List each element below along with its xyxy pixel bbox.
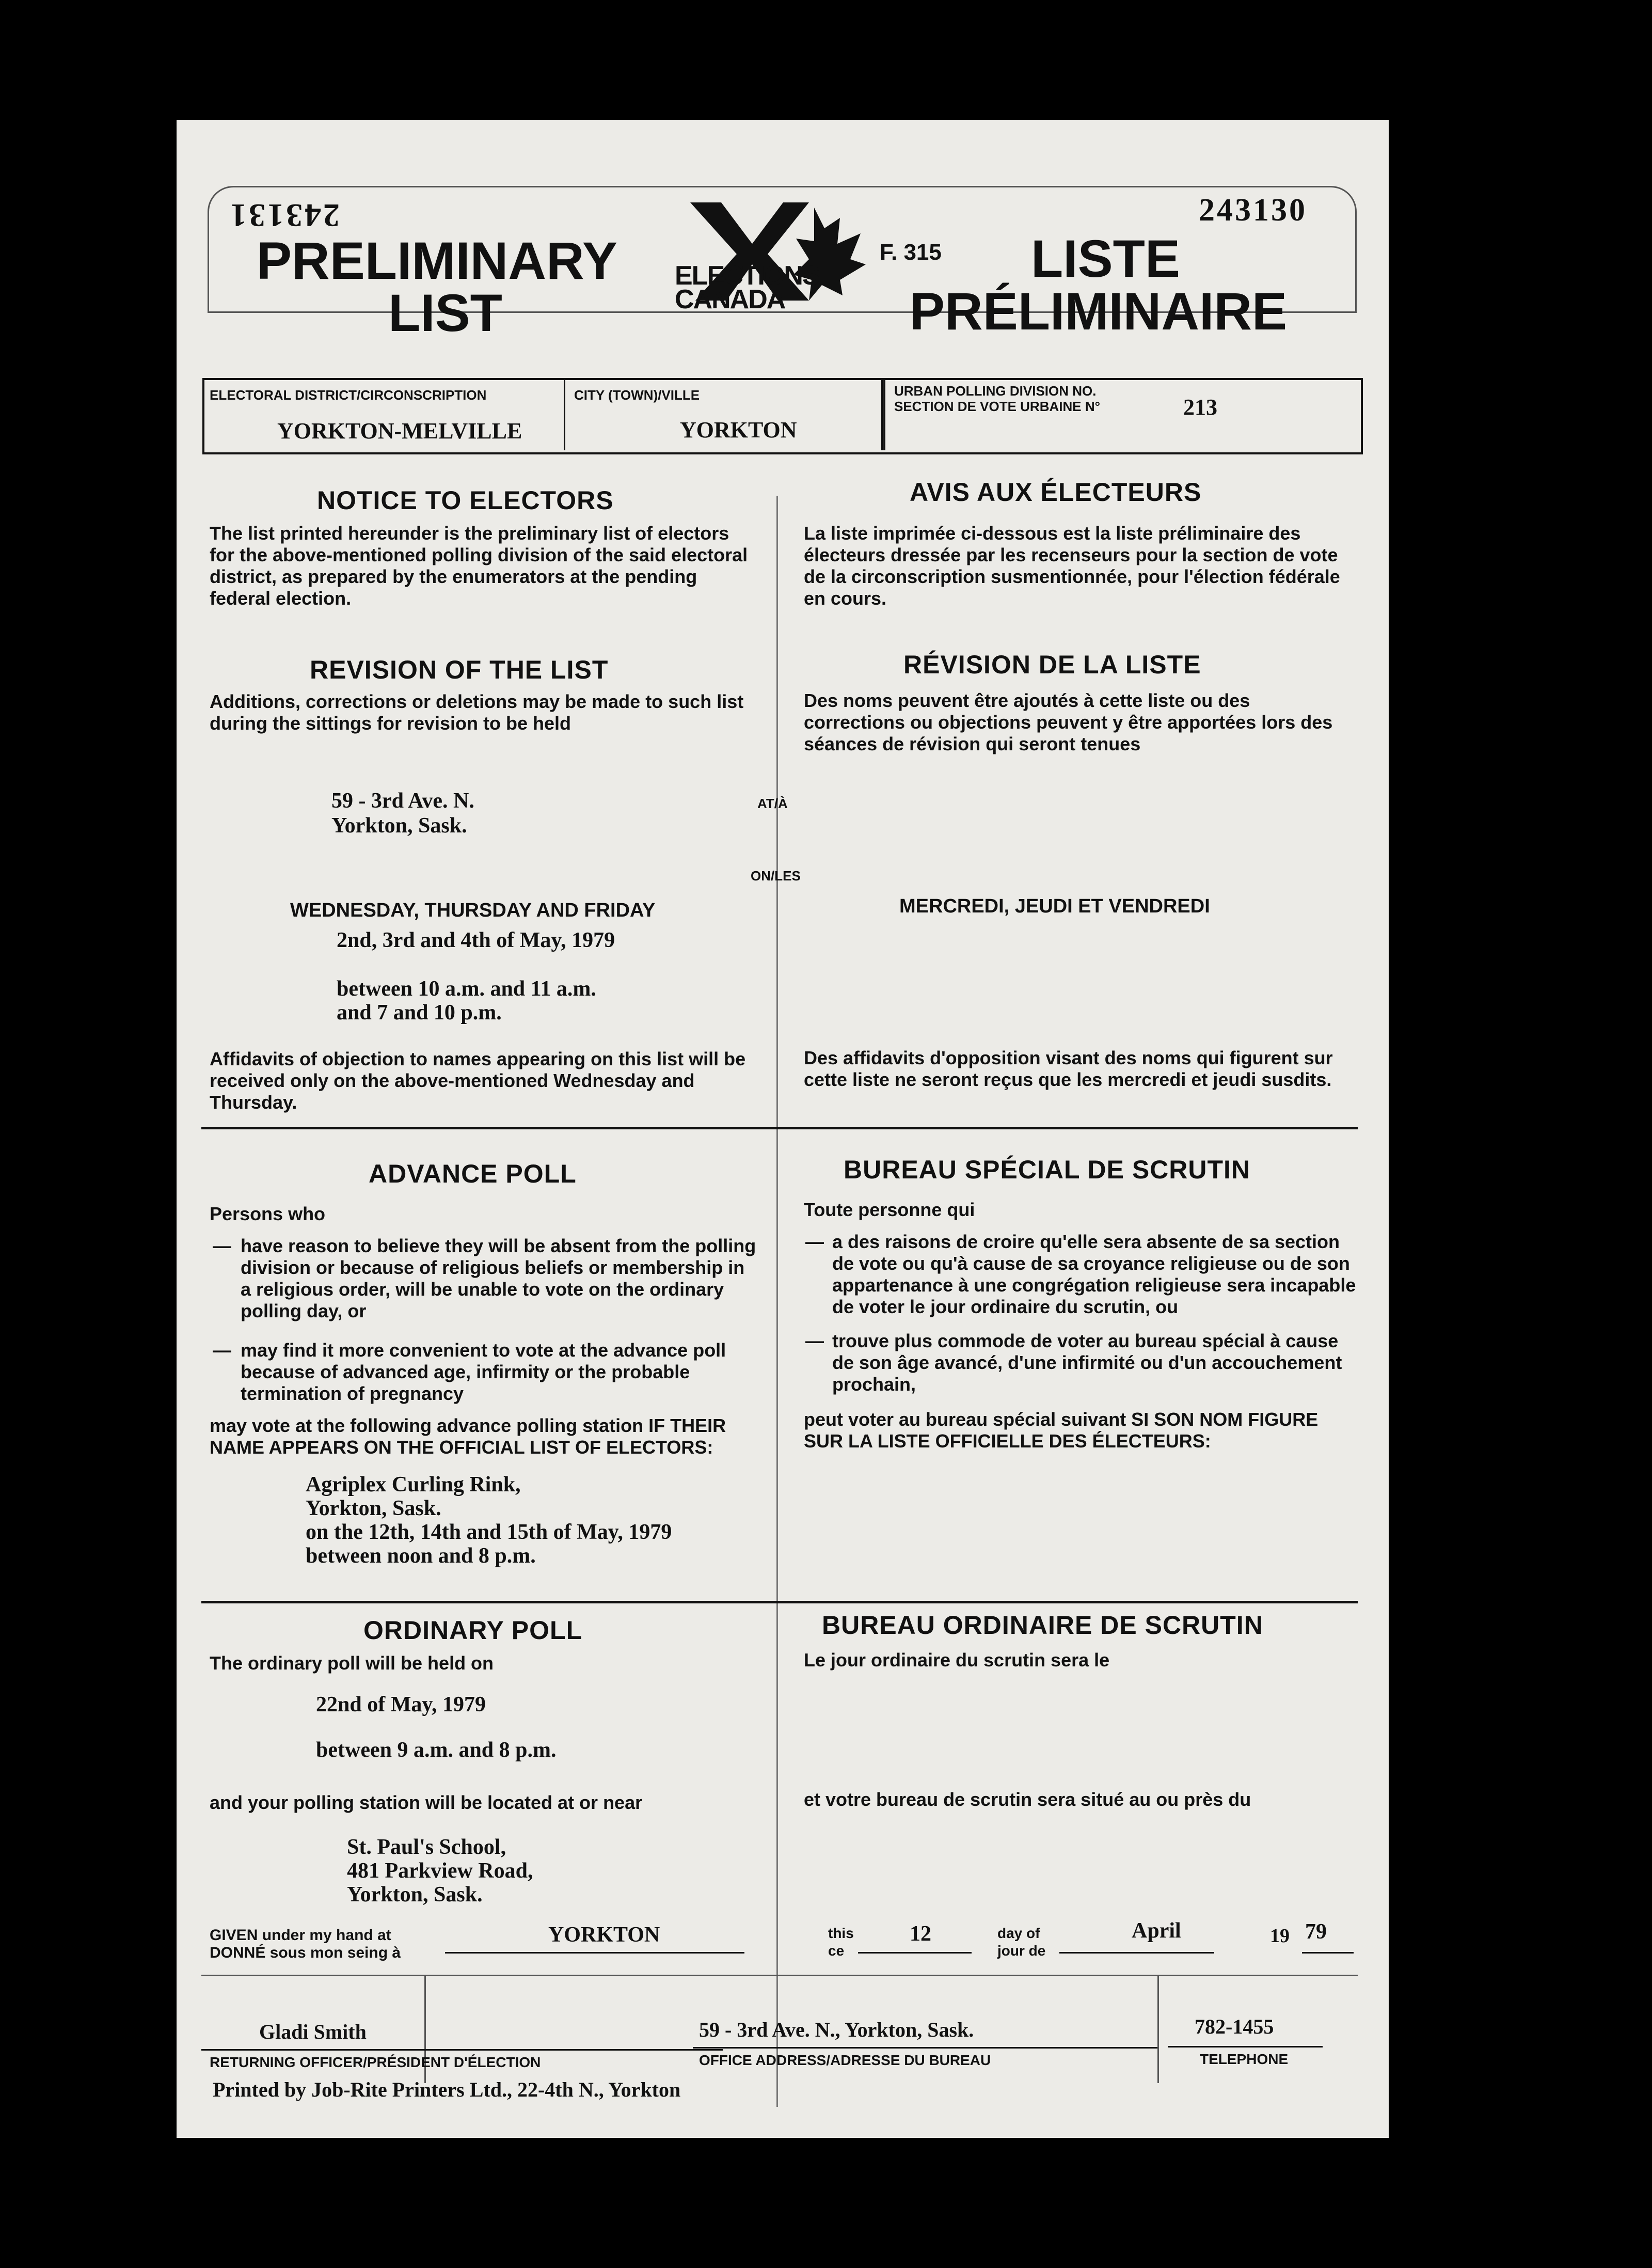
on-label: ON/LES — [751, 868, 801, 884]
ordinary-time: between 9 a.m. and 8 p.m. — [316, 1738, 557, 1762]
division-value: 213 — [1183, 395, 1217, 420]
station-line1: St. Paul's School, — [347, 1835, 506, 1859]
logo-text-line1: ELECTIONS — [675, 261, 819, 291]
district-value: YORKTON-MELVILLE — [277, 418, 522, 444]
ordinary-located-en: and your polling station will be located at or near — [210, 1792, 643, 1813]
given-line2: DONNÉ sous mon seing à — [210, 1944, 401, 1961]
city-label: CITY (TOWN)/VILLE — [574, 387, 700, 403]
advance-location-line1: Agriplex Curling Rink, — [306, 1473, 521, 1497]
title-en-line2: LIST — [388, 284, 502, 342]
office-label: OFFICE ADDRESS/ADRESSE DU BUREAU — [699, 2052, 991, 2068]
dash-en-1: — — [213, 1235, 231, 1256]
revision-address-line2: Yorkton, Sask. — [331, 814, 467, 838]
ordinary-heading-fr: BUREAU ORDINAIRE DE SCRUTIN — [822, 1611, 1263, 1640]
revision-time-line2: and 7 and 10 p.m. — [337, 1001, 502, 1025]
revision-days-en: WEDNESDAY, THURSDAY AND FRIDAY — [290, 900, 656, 921]
at-label: AT/À — [757, 796, 788, 811]
division-label-line2: SECTION DE VOTE URBAINE N° — [894, 399, 1100, 414]
ordinary-held-fr: Le jour ordinaire du scrutin sera le — [804, 1649, 1110, 1671]
this-line2: ce — [828, 1943, 845, 1959]
given-place: YORKTON — [548, 1923, 660, 1947]
elections-canada-logo — [675, 197, 871, 316]
title-fr-line1: LISTE — [1031, 229, 1181, 288]
telephone-label: TELEPHONE — [1200, 2051, 1289, 2067]
revision-text-en: Additions, corrections or deletions may be made to such list during the sittings for revision to be held — [210, 691, 744, 734]
year-prefix: 19 — [1270, 1925, 1290, 1947]
notice-text-fr: La liste imprimée ci-dessous est la liste préliminaire des électeurs dressée par les recenseurs pour la section de vote de la circonscription susmentionnée, pour l'élection fédérale en cours. — [804, 523, 1340, 609]
title-fr-line2: PRÉLIMINAIRE — [910, 282, 1288, 341]
advance-intro-fr: Toute personne qui — [804, 1199, 975, 1220]
advance-item1-en: have reason to believe they will be absent from the polling division or because of religious beliefs or membership in a religious order, will be unable to vote on the ordinary polling day, or — [241, 1235, 756, 1321]
city-value: YORKTON — [680, 417, 797, 443]
revision-address-line1: 59 - 3rd Ave. N. — [331, 789, 474, 813]
office-address: 59 - 3rd Ave. N., Yorkton, Sask. — [699, 2018, 974, 2041]
advance-closing-fr: peut voter au bureau spécial suivant SI SON NOM FIGURE SUR LA LISTE OFFICIELLE DES ÉLECTEURS: — [804, 1409, 1319, 1452]
ordinary-heading-en: ORDINARY POLL — [363, 1616, 583, 1645]
revision-heading-fr: RÉVISION DE LA LISTE — [903, 650, 1201, 679]
station-line3: Yorkton, Sask. — [347, 1883, 483, 1907]
revision-days-fr: MERCREDI, JEUDI ET VENDREDI — [899, 895, 1210, 917]
advance-location-line2: Yorkton, Sask. — [306, 1497, 441, 1520]
station-line2: 481 Parkview Road, — [347, 1859, 533, 1883]
serial-number-left: 243131 — [228, 197, 340, 234]
advance-dates: on the 12th, 14th and 15th of May, 1979 — [306, 1520, 672, 1544]
section-divider-2 — [201, 1601, 1358, 1603]
notice-heading-fr: AVIS AUX ÉLECTEURS — [910, 478, 1202, 507]
affidavit-en: Affidavits of objection to names appearing on this list will be received only on the above-mentioned Wednesday and Thursday. — [210, 1048, 746, 1113]
serial-number-right: 243130 — [1199, 193, 1307, 228]
title-en-line1: PRELIMINARY — [257, 231, 617, 290]
ordinary-located-fr: et votre bureau de scrutin sera situé au ou près du — [804, 1789, 1251, 1810]
dayof-line1: day of — [997, 1925, 1040, 1941]
notice-text-en: The list printed hereunder is the preliminary list of electors for the above-mentioned polling division of the said electoral district, as prepared by the enumerators at the pending federal election. — [210, 523, 748, 609]
election-notice-sheet — [177, 120, 1389, 2138]
district-label: ELECTORAL DISTRICT/CIRCONSCRIPTION — [210, 387, 487, 403]
printer-imprint: Printed by Job-Rite Printers Ltd., 22-4th N., Yorkton — [213, 2078, 681, 2101]
officer-name: Gladi Smith — [259, 2020, 367, 2043]
telephone-value: 782-1455 — [1195, 2015, 1274, 2038]
advance-time: between noon and 8 p.m. — [306, 1544, 536, 1568]
dayof-line2: jour de — [997, 1943, 1046, 1959]
advance-closing-en: may vote at the following advance polling station IF THEIR NAME APPEARS ON THE OFFICIAL LIST OF ELECTORS: — [210, 1415, 726, 1458]
revision-heading-en: REVISION OF THE LIST — [310, 655, 609, 684]
notice-heading-en: NOTICE TO ELECTORS — [317, 486, 614, 515]
advance-heading-fr: BUREAU SPÉCIAL DE SCRUTIN — [844, 1155, 1251, 1184]
ordinary-held-en: The ordinary poll will be held on — [210, 1652, 494, 1674]
officer-label: RETURNING OFFICER/PRÉSIDENT D'ÉLECTION — [210, 2054, 541, 2070]
revision-time-line1: between 10 a.m. and 11 a.m. — [337, 977, 596, 1001]
advance-item1-fr: a des raisons de croire qu'elle sera absente de sa section de vote ou qu'à cause de sa croyance religieuse ou de son appartenance à une congrégation religieuse sera incapable de voter le jour ordinaire du scrutin, ou — [832, 1231, 1356, 1317]
section-divider-1 — [201, 1127, 1358, 1129]
column-divider — [776, 496, 778, 2107]
affidavit-fr: Des affidavits d'opposition visant des noms qui figurent sur cette liste ne seront reçus que les mercredi et jeudi susdits. — [804, 1047, 1333, 1090]
division-label-line1: URBAN POLLING DIVISION NO. — [894, 383, 1097, 399]
revision-text-fr: Des noms peuvent être ajoutés à cette liste ou des corrections ou objections peuvent y être apportées lors des séances de révision qui seront tenues — [804, 690, 1333, 754]
form-number: F. 315 — [880, 240, 942, 265]
advance-item2-en: may find it more convenient to vote at the advance poll because of advanced age, infirmity or the probable termination of pregnancy — [241, 1340, 726, 1404]
dash-fr-2: — — [805, 1330, 824, 1351]
given-line1: GIVEN under my hand at — [210, 1927, 391, 1944]
logo-text-line2: CANADA — [675, 285, 785, 314]
given-day: 12 — [910, 1922, 931, 1946]
advance-intro-en: Persons who — [210, 1203, 326, 1224]
year-suffix: 79 — [1305, 1920, 1327, 1944]
dash-fr-1: — — [805, 1231, 824, 1252]
ordinary-date: 22nd of May, 1979 — [316, 1693, 486, 1716]
advance-item2-fr: trouve plus commode de voter au bureau spécial à cause de son âge avancé, d'une infirmité ou d'un accouchement prochain, — [832, 1330, 1342, 1395]
this-line1: this — [828, 1925, 854, 1941]
given-month: April — [1132, 1919, 1181, 1943]
advance-heading-en: ADVANCE POLL — [369, 1159, 577, 1188]
revision-dates: 2nd, 3rd and 4th of May, 1979 — [337, 928, 615, 952]
dash-en-2: — — [213, 1340, 231, 1361]
